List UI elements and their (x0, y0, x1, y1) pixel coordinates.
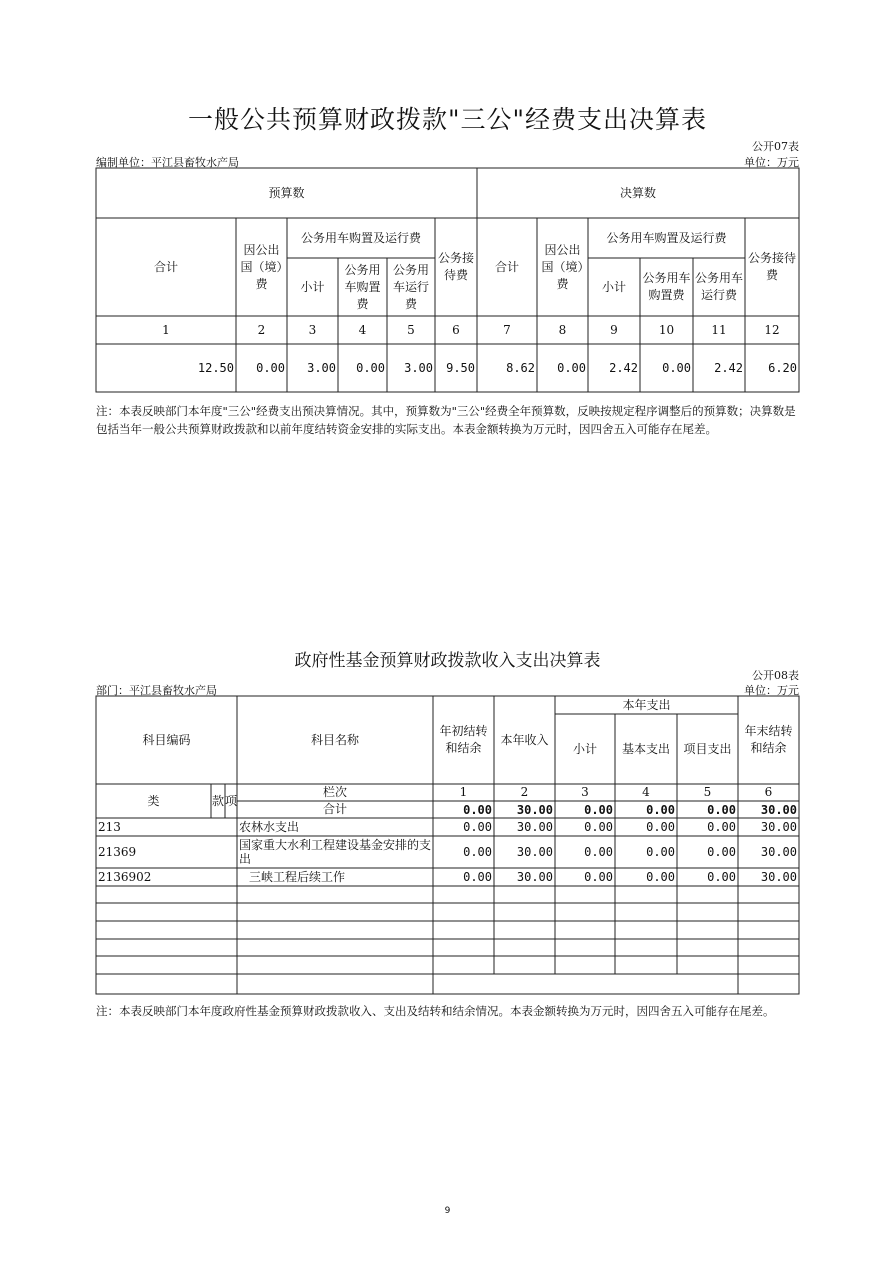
table2-total-value: 0.00 (584, 802, 613, 817)
table2-colnum: 5 (703, 785, 712, 799)
table2-h-subtotal: 小计 (572, 741, 597, 756)
table2-colnum: 4 (642, 785, 650, 799)
table2-row-name: 三峡工程后续工作 (249, 870, 346, 884)
table1-unit-left: 编制单位：平江县畜牧水产局 (96, 156, 239, 169)
table2-h-lei: 类 (147, 793, 160, 808)
table1-h-abroad-final: 因公出国（境）费 (541, 242, 584, 291)
table2-h-begin: 年初结转和结余 (439, 724, 488, 755)
table2-total-value: 0.00 (646, 802, 675, 817)
table1-note: 注：本表反映部门本年度"三公"经费支出预决算情况。其中，预算数为"三公"经费全年预算数，反映按规定程序调整后的预算数；决算数是包括当年一般公共预算财政拨款和以前年度结转资金安排的实际支出。本表金额转换为万元时，因四舍五入可能存在尾差。 (96, 404, 796, 436)
table1-colnum: 10 (658, 322, 675, 337)
table1-colnum: 7 (503, 322, 511, 337)
table1-h-subtotal-final: 小计 (601, 279, 626, 294)
table2-h-end: 年末结转和结余 (744, 724, 793, 755)
table2-row-value: 30.00 (760, 870, 797, 884)
table1-value-reception-final: 6.20 (768, 361, 797, 375)
table2-total-value: 30.00 (760, 802, 797, 817)
table1-h-car-purchase-final: 公务用车购置费 (642, 271, 691, 302)
table2-colnum: 1 (459, 785, 468, 799)
table2-row-value: 0.00 (584, 820, 613, 834)
table2-row-name: 国家重大水利工程建设基金安排的支出 (239, 838, 432, 866)
table1-value-abroad-budget: 0.00 (256, 361, 285, 375)
table2-row-code: 2136902 (98, 870, 152, 884)
table1-colnum: 11 (711, 322, 727, 337)
table2-row-value: 30.00 (516, 820, 553, 834)
table1-value-total-final: 8.62 (506, 361, 535, 375)
table2-h-code: 科目编码 (142, 732, 191, 747)
table1-h-car-run-final: 公务用车运行费 (695, 271, 744, 302)
table2-row-value: 0.00 (707, 820, 736, 834)
table1-h-car-group-final: 公务用车购置及运行费 (606, 230, 727, 245)
table2-total-value: 0.00 (707, 802, 736, 817)
table1-value-subtotal-budget: 3.00 (307, 361, 336, 375)
table1-colnum: 5 (407, 322, 415, 337)
table1-colnum: 2 (257, 322, 266, 337)
table1-colnum: 1 (162, 322, 170, 337)
table1-colnum: 12 (764, 322, 780, 337)
table1-value-car-purchase-final: 0.00 (662, 361, 691, 375)
table1-h-subtotal-budget: 小计 (300, 279, 325, 294)
table2-h-income: 本年收入 (500, 732, 549, 747)
table2-row-name: 农林水支出 (239, 820, 300, 834)
table2-row-value: 0.00 (646, 870, 675, 884)
table2-row-value: 0.00 (584, 870, 613, 884)
table2-row-value: 0.00 (646, 820, 675, 834)
table2-row-value: 30.00 (516, 845, 553, 859)
table2-unit-left: 部门：平江县畜牧水产局 (96, 684, 217, 697)
table2-row-value: 0.00 (646, 845, 675, 859)
table2-total-value: 30.00 (516, 802, 553, 817)
table1-colnum: 6 (452, 322, 460, 337)
table1-value-abroad-final: 0.00 (557, 361, 586, 375)
table2-row-value: 0.00 (463, 820, 492, 834)
table1-value-subtotal-final: 2.42 (609, 361, 638, 375)
table2-row-value: 30.00 (760, 845, 797, 859)
table1-colnum: 3 (308, 322, 317, 337)
table1-value-reception-budget: 9.50 (446, 361, 475, 375)
table2-h-lanci: 栏次 (322, 785, 347, 799)
table2-h-name: 科目名称 (310, 732, 359, 747)
table1-value-total-budget: 12.50 (197, 361, 234, 375)
table1-value-car-run-budget: 3.00 (404, 361, 433, 375)
page-number: 9 (444, 1206, 451, 1216)
table2-colnum: 6 (764, 785, 773, 799)
table1-h-car-run-budget: 公务用车运行费 (392, 262, 429, 311)
table1-h-car-purchase-budget: 公务用车购置费 (344, 262, 381, 311)
table2-total-label: 合计 (322, 802, 347, 816)
table1-colnum: 4 (358, 322, 367, 337)
table2-row-value: 0.00 (707, 845, 736, 859)
table1-colnum: 8 (558, 322, 567, 337)
table2-row-value: 30.00 (516, 870, 553, 884)
table1-h-reception-budget: 公务接待费 (437, 251, 474, 282)
table1-value-car-purchase-budget: 0.00 (356, 361, 385, 375)
table1-colnum: 9 (610, 322, 618, 337)
table1-h-total-final: 合计 (494, 259, 519, 274)
table1-group-final: 决算数 (619, 185, 656, 200)
table2-total-value: 0.00 (463, 802, 492, 817)
table2-form-no: 公开08表 (752, 669, 799, 682)
table1-group-budget: 预算数 (268, 185, 305, 200)
table2-colnum: 3 (581, 785, 589, 799)
table2-unit-right: 单位：万元 (744, 684, 799, 697)
table1-value-car-run-final: 2.42 (714, 361, 743, 375)
table1-h-reception-final: 公务接待费 (747, 251, 796, 282)
table1-h-abroad-budget: 因公出国（境）费 (240, 242, 283, 291)
table1-h-total-budget: 合计 (153, 259, 178, 274)
table1-title: 一般公共预算财政拨款"三公"经费支出决算表 (188, 105, 707, 134)
table2-row-code: 21369 (98, 845, 137, 859)
table2-row-value: 0.00 (707, 870, 736, 884)
table2-colnum: 2 (520, 785, 529, 799)
table2-note: 注：本表反映部门本年度政府性基金预算财政拨款收入、支出及结转和结余情况。本表金额转换为万元时，因四舍五入可能存在尾差。 (96, 1004, 775, 1018)
table1-h-car-group-budget: 公务用车购置及运行费 (300, 230, 421, 245)
table2-row-value: 0.00 (584, 845, 613, 859)
table2-h-expend-group: 本年支出 (622, 697, 671, 712)
table2-title: 政府性基金预算财政拨款收入支出决算表 (294, 651, 601, 671)
table2-row-value: 0.00 (463, 845, 492, 859)
table2-row-value: 30.00 (760, 820, 797, 834)
table2-h-project: 项目支出 (683, 741, 732, 756)
table2-h-kuan: 款 (211, 793, 224, 808)
table2-row-value: 0.00 (463, 870, 492, 884)
table2-h-basic: 基本支出 (621, 741, 670, 756)
table1-unit-right: 单位：万元 (744, 156, 799, 169)
table2-row-code: 213 (98, 820, 121, 834)
table1-form-no: 公开07表 (752, 140, 799, 153)
table2-h-xiang: 项 (225, 793, 238, 808)
